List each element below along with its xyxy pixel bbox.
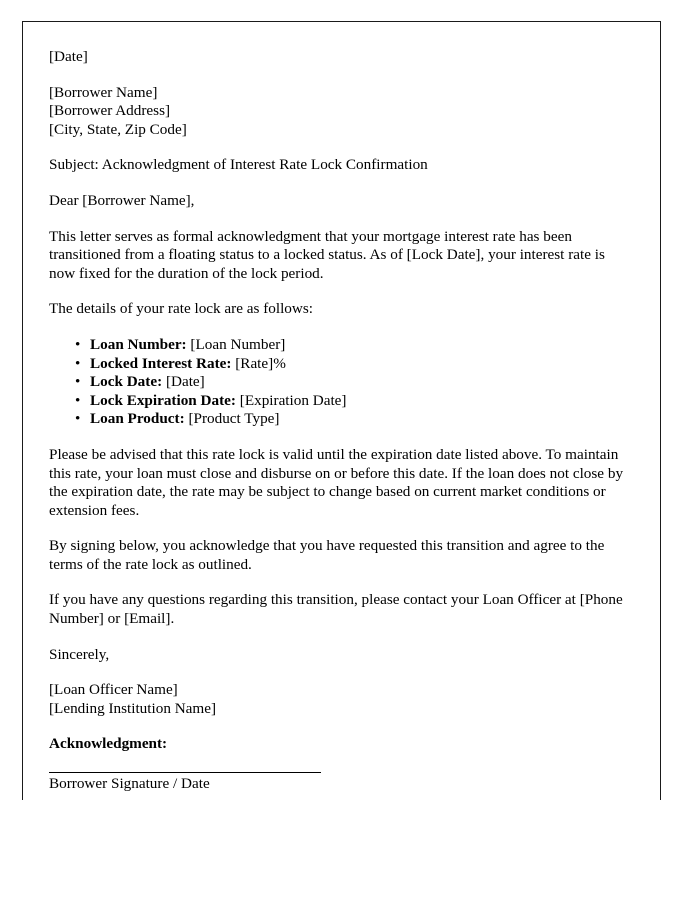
detail-value: [Rate]%	[235, 354, 286, 372]
acknowledgment-heading: Acknowledgment:	[49, 735, 168, 753]
detail-value: [Product Type]	[188, 410, 280, 428]
detail-label: Loan Product:	[90, 410, 185, 428]
detail-value: [Date]	[165, 373, 205, 391]
list-item	[49, 373, 634, 392]
loan-officer-name: [Loan Officer Name]	[49, 681, 178, 699]
signature-caption: Borrower Signature / Date	[49, 775, 210, 793]
detail-label: Locked Interest Rate:	[90, 354, 232, 372]
detail-value: [Loan Number]	[190, 335, 286, 353]
recipient-city-state-zip: [City, State, Zip Code]	[49, 120, 187, 138]
paragraph-validity: Please be advised that this rate lock is valid until the expiration date listed above. To maintain this rate, your loan must close and disburse on or before this date. If the loan does not close by the expiration date, the rate may be subject to change based on current market conditions or extension fees.	[49, 445, 624, 519]
paragraph-intro: This letter serves as formal acknowledgment that your mortgage interest rate has been transitioned from a floating status to a locked status. As of [Lock Date], your interest rate is now fixed for the duration of the lock period.	[49, 227, 605, 282]
sender-block	[49, 681, 634, 718]
rate-lock-detail-list	[49, 336, 634, 429]
detail-value: [Expiration Date]	[239, 391, 347, 409]
list-item	[49, 410, 634, 429]
lending-institution-name: [Lending Institution Name]	[49, 699, 217, 717]
paragraph-signature-agreement: By signing below, you acknowledge that you have requested this transition and agree to the terms of the rate lock as outlined.	[49, 537, 605, 573]
date-line	[49, 48, 634, 67]
letter-body	[49, 48, 634, 794]
date-placeholder: [Date]	[49, 48, 88, 65]
subject-line: Subject: Acknowledgment of Interest Rate Lock Confirmation	[49, 156, 428, 174]
detail-label: Lock Expiration Date:	[90, 391, 236, 409]
signature-rule	[49, 772, 321, 773]
recipient-name: [Borrower Name]	[49, 83, 158, 101]
list-item	[49, 336, 634, 355]
list-item	[49, 355, 634, 374]
document-page	[22, 21, 661, 800]
closing: Sincerely,	[49, 645, 110, 663]
list-item	[49, 392, 634, 411]
detail-label: Lock Date:	[90, 373, 163, 391]
salutation: Dear [Borrower Name],	[49, 191, 195, 209]
details-lead-in: The details of your rate lock are as follows:	[49, 300, 314, 318]
detail-label: Loan Number:	[90, 335, 187, 353]
recipient-address-block	[49, 84, 634, 140]
recipient-address: [Borrower Address]	[49, 102, 171, 120]
paragraph-contact: If you have any questions regarding this transition, please contact your Loan Officer at [Phone Number] or [Email].	[49, 591, 623, 628]
